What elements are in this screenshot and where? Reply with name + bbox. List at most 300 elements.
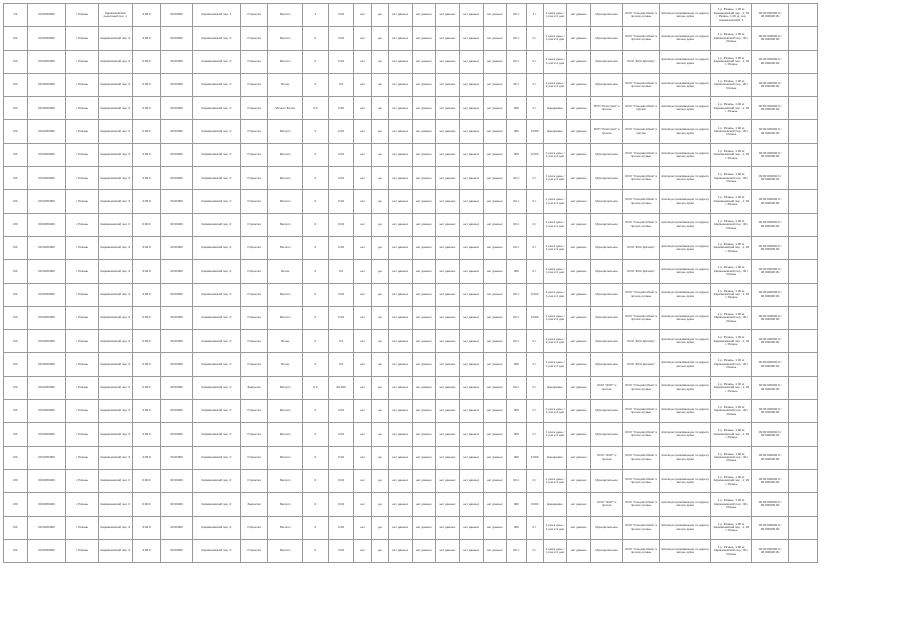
- table-cell: 0/0: [4, 167, 28, 190]
- table-cell: [788, 283, 817, 306]
- table-cell: Металл: [268, 400, 302, 423]
- table-cell: 000: [507, 353, 526, 376]
- table-cell: Бетон: [268, 73, 302, 96]
- table-cell: ООО "Спецавтобаза" и прочие: [623, 120, 660, 143]
- table-cell: Муниципальное: [591, 353, 623, 376]
- table-cell: Муниципальное: [591, 167, 623, 190]
- table-cell: нет данных: [436, 190, 460, 213]
- table-cell: нет данных: [436, 4, 460, 27]
- table-cell: 0:00:0: [133, 167, 161, 190]
- table-cell: 1 р. Рязань, 1 00 м; Кармашевский пер.; 30 г. Рязань: [711, 167, 752, 190]
- table-cell: 1 р. Рязань, 1 00 м; Кармашевский пер.; 30 г. Рязань: [711, 73, 752, 96]
- table-cell: Муниципальное: [591, 469, 623, 492]
- table-cell: ООО "Спецавтобаза" и прочие органы: [623, 213, 660, 236]
- table-cell: 0/0: [4, 423, 28, 446]
- table-cell: Открытая: [240, 306, 268, 329]
- table-cell: Кармашевский пер. 0: [193, 423, 240, 446]
- table-cell: физлица проживающие по адресу жилые дома: [659, 446, 711, 469]
- table-cell: нет данных: [567, 353, 591, 376]
- table-cell: 0 т: [526, 469, 543, 492]
- table-cell: 0:00:0: [133, 236, 161, 259]
- table-row: [4, 539, 818, 562]
- table-cell: 1 р. Рязань, 1 00 м; Кармашевский пер., 1; 30 г. Рязань: [711, 469, 752, 492]
- table-cell: 0:00:0: [133, 283, 161, 306]
- table-cell: 0: [302, 120, 328, 143]
- table-cell: нет данных: [388, 353, 412, 376]
- table-cell: Кармашевский пер. 0: [193, 493, 240, 516]
- table-cell: 00:00:000000:0 / 00:000000:00: [752, 4, 789, 27]
- table-cell: 0/0: [4, 27, 28, 50]
- table-cell: 1 раз в день / 1 раз в 2 дня: [543, 4, 567, 27]
- table-cell: Кармашевский пер. 0: [98, 446, 132, 469]
- table-cell: Муниципальное: [591, 213, 623, 236]
- table-cell: 0.00: [328, 143, 354, 166]
- table-cell: да: [371, 400, 388, 423]
- table-cell: нет данных: [459, 423, 483, 446]
- table-row: [4, 376, 818, 399]
- table-cell: [788, 493, 817, 516]
- table-cell: нет данных: [436, 423, 460, 446]
- table-cell: нет данных: [436, 283, 460, 306]
- table-cell: нет данных: [567, 423, 591, 446]
- table-cell: г. Рязань: [66, 190, 98, 213]
- table-cell: 0/0: [4, 190, 28, 213]
- table-cell: нет данных: [483, 516, 507, 539]
- table-cell: 1 раз в день / 1 раз в 2 дня: [543, 516, 567, 539]
- table-cell: 00:00000: [160, 493, 192, 516]
- table-cell: 1 р. Рязань, 1 00 м; Кармашевский пер.; 30 г. Рязань: [711, 120, 752, 143]
- table-cell: г. Рязань: [66, 330, 98, 353]
- table-cell: Муниципальное: [591, 73, 623, 96]
- table-cell: [788, 353, 817, 376]
- table-cell: [788, 190, 817, 213]
- table-cell: нет данных: [567, 376, 591, 399]
- table-cell: 0:00:0: [133, 73, 161, 96]
- table-cell: Муниципальное: [591, 330, 623, 353]
- table-cell: физлица проживающие по адресу жилые дома: [659, 423, 711, 446]
- table-cell: 0.00: [328, 469, 354, 492]
- table-cell: Открытая: [240, 167, 268, 190]
- table-row: [4, 167, 818, 190]
- table-cell: физлица проживающие по адресу жилые дома: [659, 469, 711, 492]
- table-cell: 0 000: [526, 143, 543, 166]
- table-cell: [788, 306, 817, 329]
- table-cell: 000: [507, 493, 526, 516]
- table-cell: нет данных: [483, 50, 507, 73]
- table-cell: да: [371, 330, 388, 353]
- table-cell: 0.00: [328, 423, 354, 446]
- table-cell: нет данных: [483, 190, 507, 213]
- table-cell: 0/0: [4, 97, 28, 120]
- table-cell: физлица проживающие по адресу жилые дома: [659, 260, 711, 283]
- table-cell: 0 т: [526, 213, 543, 236]
- table-cell: Муниципальное: [591, 516, 623, 539]
- table-cell: нет данных: [412, 283, 436, 306]
- table-cell: 00:00:000000:0 / 00:000000:00: [752, 50, 789, 73]
- table-cell: 00:00000: [160, 353, 192, 376]
- table-cell: Ежедневно: [543, 97, 567, 120]
- table-cell: нет данных: [459, 4, 483, 27]
- table-cell: 0: [302, 493, 328, 516]
- table-cell: Муниципальное: [591, 260, 623, 283]
- table-cell: 00:00000: [160, 539, 192, 562]
- table-cell: 1 раз в день / 1 раз в 2 дня: [543, 539, 567, 562]
- table-cell: Кармашевский пер. 0: [98, 539, 132, 562]
- table-cell: 0.00: [328, 493, 354, 516]
- table-cell: г. Рязань: [66, 400, 98, 423]
- table-cell: Металл: [268, 27, 302, 50]
- table-cell: 1 р. Рязань, 1 00 м; Кармашевский пер.; 30 г. Рязань: [711, 260, 752, 283]
- table-cell: 0.00: [328, 400, 354, 423]
- table-cell: нет данных: [388, 27, 412, 50]
- table-cell: 0:00:0: [133, 4, 161, 27]
- table-cell: 1 р. Рязань, 1 00 м; Кармашевский пер.; 30 г. Рязань: [711, 353, 752, 376]
- table-cell: 0: [302, 260, 328, 283]
- table-cell: 0:00:0: [133, 493, 161, 516]
- table-cell: нет: [354, 283, 371, 306]
- table-cell: Кармашевский пер. 0: [98, 190, 132, 213]
- table-cell: нет данных: [567, 143, 591, 166]
- table-cell: Металл: [268, 50, 302, 73]
- table-cell: 1 раз в день / 1 раз в 2 дня: [543, 306, 567, 329]
- table-cell: Открытая: [240, 143, 268, 166]
- table-cell: 0 т: [526, 539, 543, 562]
- table-cell: 0:00:0: [133, 143, 161, 166]
- table-cell: Открытая: [240, 50, 268, 73]
- table-cell: 0.0: [328, 330, 354, 353]
- table-cell: 00:00:000000:0 / 00:000000:00: [752, 469, 789, 492]
- table-cell: Открытая: [240, 260, 268, 283]
- table-cell: нет данных: [483, 73, 507, 96]
- table-cell: 00:00/00000: [27, 167, 66, 190]
- table-cell: Кармашевский пер. 0: [193, 306, 240, 329]
- table-cell: нет данных: [459, 260, 483, 283]
- table-cell: [788, 50, 817, 73]
- table-cell: да: [371, 213, 388, 236]
- table-cell: [788, 213, 817, 236]
- table-cell: 00:00:000000:0 / 00:000000:00: [752, 120, 789, 143]
- table-cell: 0.00: [328, 27, 354, 50]
- table-cell: ООО "Спецавтобаза" и прочие органы: [623, 446, 660, 469]
- table-cell: нет: [354, 143, 371, 166]
- table-cell: 00 л: [507, 539, 526, 562]
- table-cell: Металл Бетон: [268, 97, 302, 120]
- table-cell: Кармашевский пер. 0: [193, 120, 240, 143]
- table-cell: ООО "ЕСК Договор": [623, 236, 660, 259]
- table-cell: 00:00/00000: [27, 143, 66, 166]
- table-cell: 00:00/00000: [27, 400, 66, 423]
- table-cell: 000: [507, 97, 526, 120]
- table-cell: Кармашевский пер. 0: [193, 330, 240, 353]
- table-cell: 0/0: [4, 50, 28, 73]
- table-cell: 0 т: [526, 190, 543, 213]
- table-cell: физлица проживающие по адресу жилые дома: [659, 190, 711, 213]
- table-cell: нет данных: [388, 260, 412, 283]
- table-cell: 1 р. Рязань, 1 00 м; Кармашевский пер.; 30 г. Рязань: [711, 306, 752, 329]
- table-cell: Муниципальное: [591, 236, 623, 259]
- table-cell: 00:00000: [160, 283, 192, 306]
- table-cell: 00:00000: [160, 376, 192, 399]
- table-cell: да: [371, 97, 388, 120]
- table-cell: г. Рязань: [66, 97, 98, 120]
- table-cell: нет данных: [412, 353, 436, 376]
- table-cell: 00:00/00000: [27, 190, 66, 213]
- table-cell: нет данных: [459, 539, 483, 562]
- table-row: [4, 353, 818, 376]
- table-cell: 0 т: [526, 236, 543, 259]
- table-cell: 0.00: [328, 4, 354, 27]
- table-cell: 00:00:000000:0 / 00:000000:00: [752, 73, 789, 96]
- table-cell: Кармашевский пер. 0: [193, 400, 240, 423]
- table-cell: [788, 27, 817, 50]
- table-cell: Бетон: [268, 330, 302, 353]
- table-cell: нет данных: [436, 120, 460, 143]
- table-cell: 0:00:0: [133, 539, 161, 562]
- table-cell: 1 р. Рязань, 1 00 м; Кармашевский пер., 1; 30 г. Рязань: [711, 423, 752, 446]
- table-row: [4, 493, 818, 516]
- table-cell: 1 раз в день / 1 раз в 2 дня: [543, 283, 567, 306]
- table-cell: да: [371, 27, 388, 50]
- table-cell: 0: [302, 469, 328, 492]
- table-cell: [788, 330, 817, 353]
- table-cell: ООО "Спецавтобаза" и прочие органы: [623, 493, 660, 516]
- table-cell: 00:00000: [160, 97, 192, 120]
- table-cell: физлица проживающие по адресу жилые дома: [659, 376, 711, 399]
- table-cell: нет данных: [388, 283, 412, 306]
- table-cell: г. Рязань: [66, 73, 98, 96]
- table-cell: 0: [302, 73, 328, 96]
- table-cell: нет данных: [412, 27, 436, 50]
- table-cell: нет данных: [567, 97, 591, 120]
- table-cell: нет данных: [388, 213, 412, 236]
- table-cell: нет данных: [567, 283, 591, 306]
- table-cell: 0.00: [328, 446, 354, 469]
- table-cell: нет данных: [483, 469, 507, 492]
- table-cell: Открытая: [240, 353, 268, 376]
- table-cell: 0 т: [526, 353, 543, 376]
- table-cell: физлица проживающие по адресу жилые дома: [659, 143, 711, 166]
- table-cell: 0 т: [526, 167, 543, 190]
- table-cell: Кармашевский пер. 0: [98, 400, 132, 423]
- table-cell: Кармашевский пер. 0: [98, 260, 132, 283]
- table-cell: г. Рязань: [66, 516, 98, 539]
- table-cell: 0:00:0: [133, 469, 161, 492]
- table-cell: нет данных: [436, 143, 460, 166]
- table-cell: 00:00:000000:0 / 00:000000:00: [752, 213, 789, 236]
- table-cell: 0: [302, 423, 328, 446]
- table-cell: [788, 446, 817, 469]
- table-cell: 000: [507, 120, 526, 143]
- table-cell: 000: [507, 516, 526, 539]
- table-cell: 00:00/00000: [27, 283, 66, 306]
- table-cell: ООО "Спецавтобаза" и прочие органы: [623, 27, 660, 50]
- table-cell: 0:00:0: [133, 353, 161, 376]
- table-cell: 1 р. Рязань, 1 00 м; Кармашевский пер., 1; 30 г. Рязань: [711, 190, 752, 213]
- table-cell: нет данных: [388, 306, 412, 329]
- table-cell: Кармашевский пер. 0: [98, 213, 132, 236]
- table-cell: 0: [302, 400, 328, 423]
- table-cell: нет: [354, 120, 371, 143]
- table-cell: 00 л: [507, 330, 526, 353]
- table-cell: 1/1: [4, 4, 28, 27]
- table-row: [4, 213, 818, 236]
- table-cell: г. Рязань: [66, 423, 98, 446]
- table-cell: да: [371, 516, 388, 539]
- table-cell: [788, 539, 817, 562]
- table-cell: Муниципальное: [591, 27, 623, 50]
- table-cell: г. Рязань: [66, 167, 98, 190]
- table-cell: г. Рязань: [66, 120, 98, 143]
- table-cell: нет данных: [567, 260, 591, 283]
- table-cell: физлица проживающие по адресу жилые дома: [659, 97, 711, 120]
- table-cell: нет данных: [567, 469, 591, 492]
- table-cell: 1 раз в день / 1 раз в 2 дня: [543, 50, 567, 73]
- table-row: [4, 143, 818, 166]
- table-cell: 0 000: [526, 283, 543, 306]
- table-cell: нет данных: [412, 190, 436, 213]
- table-cell: нет данных: [483, 493, 507, 516]
- table-cell: нет данных: [436, 167, 460, 190]
- table-cell: 1 раз в день / 1 раз в 2 дня: [543, 27, 567, 50]
- table-cell: [788, 516, 817, 539]
- table-cell: нет данных: [459, 73, 483, 96]
- table-cell: нет: [354, 50, 371, 73]
- table-cell: нет данных: [436, 306, 460, 329]
- table-cell: нет данных: [388, 190, 412, 213]
- table-cell: нет данных: [412, 120, 436, 143]
- table-cell: 0: [302, 143, 328, 166]
- table-cell: 0.0: [328, 353, 354, 376]
- table-cell: Кармашевский пер. 0: [98, 423, 132, 446]
- table-cell: 0/0: [4, 493, 28, 516]
- table-cell: Металл: [268, 469, 302, 492]
- table-cell: нет данных: [483, 539, 507, 562]
- table-cell: нет данных: [412, 167, 436, 190]
- table-cell: нет: [354, 4, 371, 27]
- table-cell: нет данных: [436, 400, 460, 423]
- table-cell: Открытая: [240, 423, 268, 446]
- table-cell: нет данных: [412, 73, 436, 96]
- table-cell: 0: [302, 516, 328, 539]
- table-cell: Кармашевский пер. 0: [193, 539, 240, 562]
- table-cell: ООО "ЕСК Договор": [623, 260, 660, 283]
- table-cell: [788, 236, 817, 259]
- table-cell: да: [371, 167, 388, 190]
- table-cell: 0/0: [4, 446, 28, 469]
- table-cell: нет данных: [459, 97, 483, 120]
- table-cell: Открытая: [240, 400, 268, 423]
- table-cell: Закрытая: [240, 376, 268, 399]
- table-cell: нет данных: [567, 400, 591, 423]
- table-cell: нет: [354, 236, 371, 259]
- table-cell: ООО "Спецавтобаза" и прочие органы: [623, 190, 660, 213]
- table-cell: Открытая: [240, 73, 268, 96]
- table-cell: 000: [507, 400, 526, 423]
- table-cell: да: [371, 283, 388, 306]
- table-cell: ООО "Спецавтобаза" и прочие органы: [623, 143, 660, 166]
- table-cell: 0:00:0: [133, 27, 161, 50]
- table-cell: 00:00/00000: [27, 97, 66, 120]
- table-cell: 1 р. Рязань, 1 00 м; Кармашевский пер.; 30 г. Рязань: [711, 493, 752, 516]
- table-cell: ООО "ЕСК Договор": [623, 353, 660, 376]
- table-cell: Кармашевский пер. 0: [193, 97, 240, 120]
- table-cell: 00:00/00000: [27, 50, 66, 73]
- table-cell: нет данных: [388, 236, 412, 259]
- table-cell: да: [371, 73, 388, 96]
- table-cell: Металл: [268, 493, 302, 516]
- table-cell: нет данных: [388, 516, 412, 539]
- table-cell: нет: [354, 73, 371, 96]
- table-cell: нет данных: [436, 97, 460, 120]
- table-cell: 00 л: [507, 4, 526, 27]
- table-cell: 0: [302, 167, 328, 190]
- table-cell: Кармашевский пер. 0: [193, 73, 240, 96]
- table-cell: нет данных: [388, 376, 412, 399]
- table-cell: Ежедневно: [543, 493, 567, 516]
- table-cell: [788, 423, 817, 446]
- table-cell: Открытая: [240, 4, 268, 27]
- table-cell: Металл: [268, 423, 302, 446]
- table-cell: 00:00:000000:0 / 00:000000:00: [752, 167, 789, 190]
- table-cell: Муниципальное: [591, 539, 623, 562]
- table-cell: 1 р. Рязань, 1 00 м; Кармашевский пер.; 30 г. Рязань: [711, 539, 752, 562]
- table-cell: да: [371, 190, 388, 213]
- table-cell: 00:00/00000: [27, 120, 66, 143]
- table-cell: 1 р. Рязань, 1 00 м; Кармашевский пер., 1; 30 г. Рязань, 1 00 м, пер. Кармашевский, 1: [711, 4, 752, 27]
- table-row: [4, 516, 818, 539]
- table-cell: 0.0: [328, 73, 354, 96]
- table-cell: нет: [354, 167, 371, 190]
- table-cell: да: [371, 143, 388, 166]
- table-cell: 00 л: [507, 190, 526, 213]
- table-cell: нет данных: [459, 493, 483, 516]
- table-cell: нет данных: [388, 120, 412, 143]
- table-cell: Кармашевский пер. 0: [98, 469, 132, 492]
- table-cell: 0 т: [526, 400, 543, 423]
- table-cell: 0:00:0: [133, 423, 161, 446]
- table-cell: нет данных: [436, 469, 460, 492]
- table-cell: г. Рязань: [66, 50, 98, 73]
- table-cell: 00:00/00000: [27, 27, 66, 50]
- table-cell: нет: [354, 446, 371, 469]
- table-cell: нет данных: [436, 493, 460, 516]
- table-cell: 00:00:000000:0 / 00:000000:00: [752, 283, 789, 306]
- table-cell: 000: [507, 260, 526, 283]
- table-cell: 000: [507, 423, 526, 446]
- table-cell: Муниципальное: [591, 423, 623, 446]
- table-cell: ООО "Спецавтобаза" и прочие органы: [623, 283, 660, 306]
- table-cell: 00:00000: [160, 306, 192, 329]
- table-cell: 00:00/00000: [27, 4, 66, 27]
- table-cell: 0:00:0: [133, 400, 161, 423]
- table-cell: Открытая: [240, 213, 268, 236]
- table-cell: 1 р. Рязань, 1 00 м; Кармашевский пер., 1; 30 г. Рязань: [711, 376, 752, 399]
- table-cell: нет данных: [412, 306, 436, 329]
- table-cell: 0: [302, 50, 328, 73]
- table-cell: нет данных: [483, 27, 507, 50]
- table-cell: нет: [354, 330, 371, 353]
- table-cell: г. Рязань: [66, 446, 98, 469]
- table-cell: нет данных: [388, 143, 412, 166]
- table-cell: 0: [302, 213, 328, 236]
- table-cell: 0 т: [526, 376, 543, 399]
- table-cell: нет данных: [459, 283, 483, 306]
- table-cell: Кармашевский пер. 0: [193, 27, 240, 50]
- table-cell: Металл: [268, 143, 302, 166]
- table-cell: ООО "Спецавтобаза" и прочие органы: [623, 306, 660, 329]
- table-cell: г. Рязань: [66, 469, 98, 492]
- table-row: [4, 50, 818, 73]
